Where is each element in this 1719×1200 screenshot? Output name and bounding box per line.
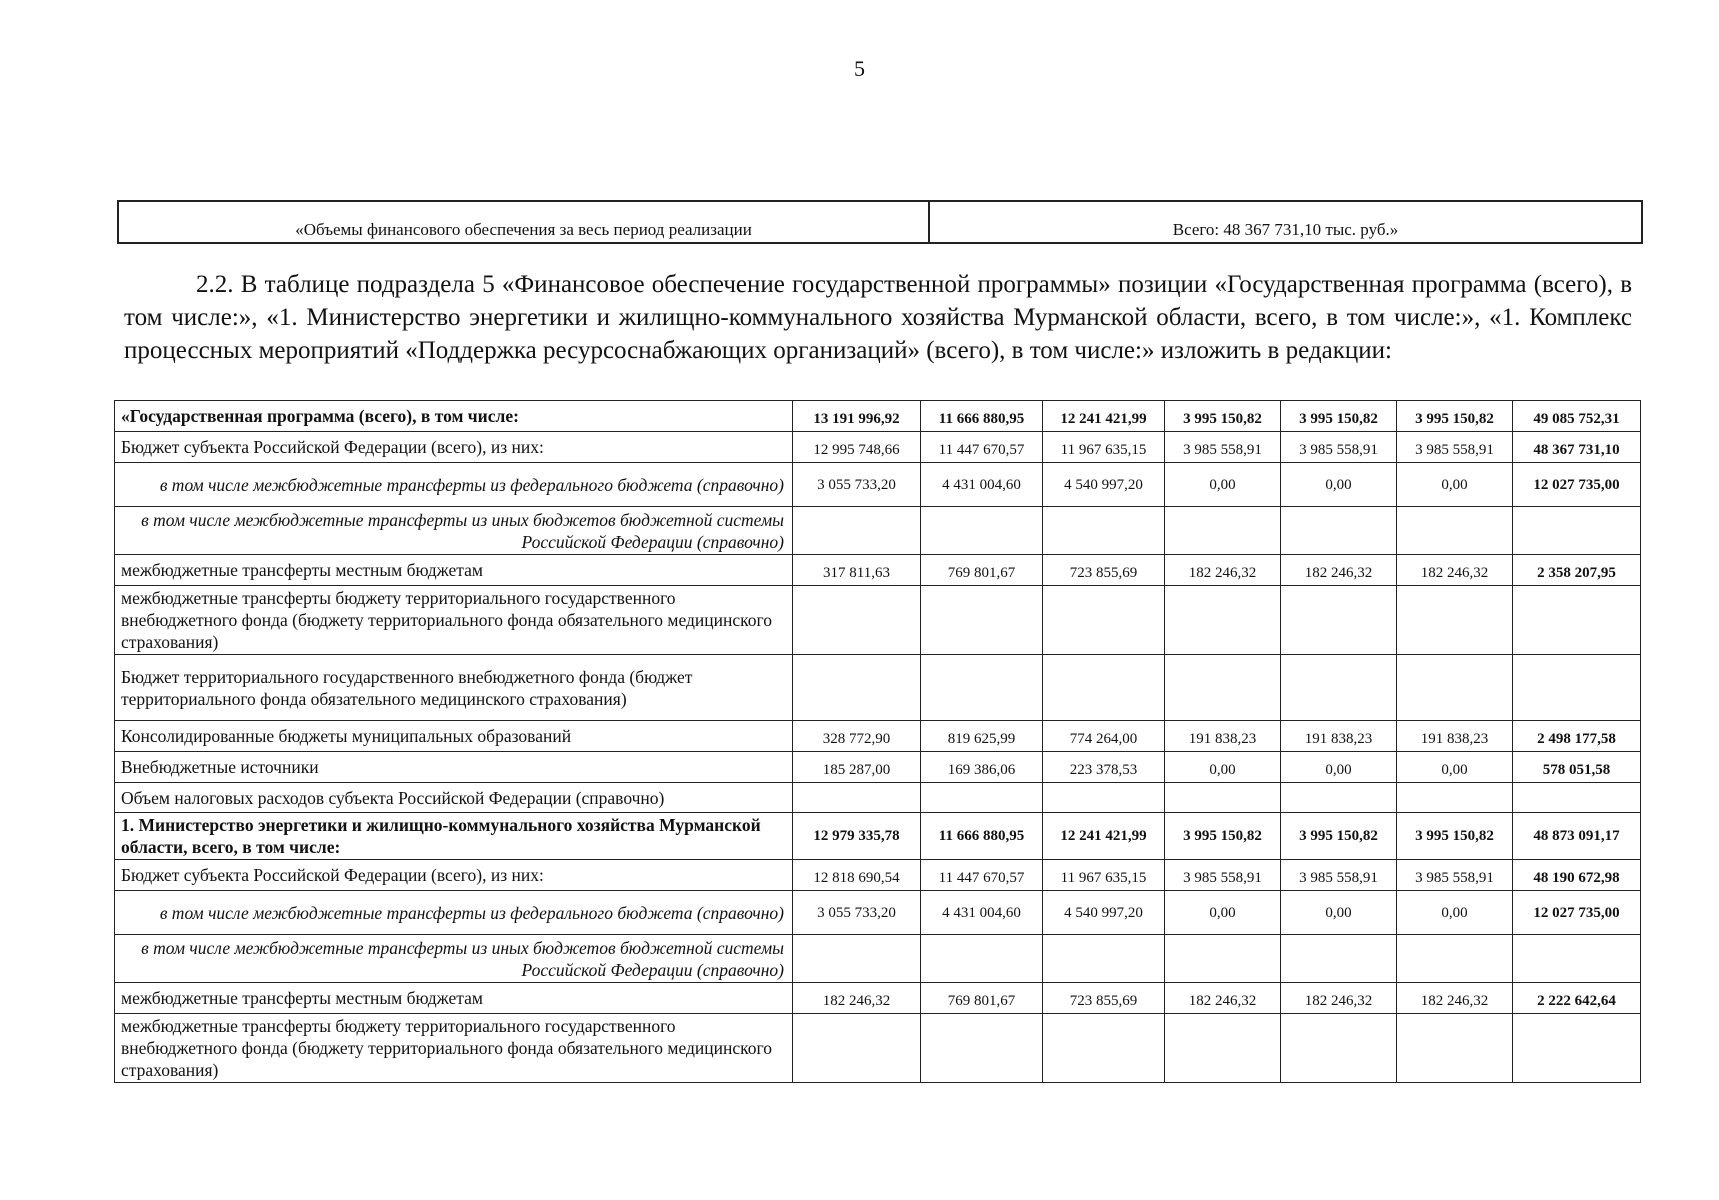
table-row [115,721,1641,752]
year-value-cell [1281,783,1397,813]
year-value-cell [1397,655,1513,721]
table-row [115,860,1641,891]
year-value-cell: 182 246,32 [1165,983,1281,1014]
row-label: Внебюджетные источники [115,752,793,783]
year-value-cell: 328 772,90 [793,721,921,752]
table-row [115,507,1641,555]
row-label: в том числе межбюджетные трансферты из иных бюджетов бюджетной системы Российской Федерации (справочно) [115,507,793,555]
year-value-cell: 191 838,23 [1397,721,1513,752]
year-value-cell: 3 055 733,20 [793,463,921,507]
year-value-cell [921,507,1043,555]
row-total-cell [1513,655,1641,721]
year-value-cell: 4 540 997,20 [1043,891,1165,935]
row-label: в том числе межбюджетные трансферты из иных бюджетов бюджетной системы Российской Федерации (справочно) [115,935,793,983]
row-total-cell: 49 085 752,31 [1513,401,1641,432]
year-value-cell: 4 431 004,60 [921,891,1043,935]
year-value-cell: 13 191 996,92 [793,401,921,432]
year-value-cell: 12 995 748,66 [793,432,921,463]
year-value-cell: 0,00 [1397,891,1513,935]
year-value-cell: 182 246,32 [1281,555,1397,586]
year-value-cell [921,586,1043,655]
financing-table [114,400,1641,1083]
year-value-cell [1043,586,1165,655]
year-value-cell: 769 801,67 [921,555,1043,586]
year-value-cell: 3 985 558,91 [1281,432,1397,463]
row-total-cell: 12 027 735,00 [1513,463,1641,507]
year-value-cell: 0,00 [1397,752,1513,783]
year-value-cell: 223 378,53 [1043,752,1165,783]
year-value-cell: 182 246,32 [1397,555,1513,586]
year-value-cell: 11 666 880,95 [921,401,1043,432]
financing-summary-row [118,201,1642,243]
row-label: Бюджет субъекта Российской Федерации (всего), из них: [115,432,793,463]
year-value-cell: 0,00 [1281,463,1397,507]
year-value-cell [921,935,1043,983]
year-value-cell [1281,935,1397,983]
row-label: Бюджет территориального государственного внебюджетного фонда (бюджет территориального фонда обязательного медицинского страхования) [115,655,793,721]
table-row [115,463,1641,507]
row-label: в том числе межбюджетные трансферты из федерального бюджета (справочно) [115,891,793,935]
year-value-cell: 11 666 880,95 [921,813,1043,860]
year-value-cell: 0,00 [1281,752,1397,783]
year-value-cell: 182 246,32 [1397,983,1513,1014]
table-row [115,555,1641,586]
year-value-cell: 3 995 150,82 [1165,813,1281,860]
page-number: 5 [854,56,865,81]
year-value-cell: 3 055 733,20 [793,891,921,935]
year-value-cell [1281,586,1397,655]
year-value-cell [793,655,921,721]
row-label: 1. Министерство энергетики и жилищно-коммунального хозяйства Мурманской области, всего, в том числе: [115,813,793,860]
year-value-cell: 185 287,00 [793,752,921,783]
year-value-cell: 0,00 [1165,463,1281,507]
year-value-cell [1043,507,1165,555]
year-value-cell: 723 855,69 [1043,555,1165,586]
financing-table-body [115,401,1641,1083]
year-value-cell: 774 264,00 [1043,721,1165,752]
year-value-cell [1165,655,1281,721]
year-value-cell: 723 855,69 [1043,983,1165,1014]
year-value-cell [793,586,921,655]
year-value-cell [1043,1014,1165,1083]
year-value-cell: 11 447 670,57 [921,860,1043,891]
row-label: Объем налоговых расходов субъекта Российской Федерации (справочно) [115,783,793,813]
row-label: Бюджет субъекта Российской Федерации (всего), из них: [115,860,793,891]
year-value-cell: 11 967 635,15 [1043,860,1165,891]
financing-summary-total: Всего: 48 367 731,10 тыс. руб.» [929,201,1642,243]
year-value-cell [1165,1014,1281,1083]
financing-summary-label: «Объемы финансового обеспечения за весь период реализации [118,201,929,243]
year-value-cell: 0,00 [1397,463,1513,507]
year-value-cell: 819 625,99 [921,721,1043,752]
year-value-cell: 12 818 690,54 [793,860,921,891]
year-value-cell: 0,00 [1281,891,1397,935]
year-value-cell [1165,935,1281,983]
year-value-cell [1397,783,1513,813]
year-value-cell: 182 246,32 [1281,983,1397,1014]
year-value-cell: 3 985 558,91 [1165,432,1281,463]
row-total-cell: 578 051,58 [1513,752,1641,783]
year-value-cell: 769 801,67 [921,983,1043,1014]
row-total-cell [1513,1014,1641,1083]
table-row [115,586,1641,655]
row-label: межбюджетные трансферты местным бюджетам [115,555,793,586]
row-total-cell [1513,586,1641,655]
year-value-cell: 11 447 670,57 [921,432,1043,463]
year-value-cell: 3 985 558,91 [1281,860,1397,891]
row-total-cell: 2 222 642,64 [1513,983,1641,1014]
year-value-cell: 0,00 [1165,891,1281,935]
table-row [115,432,1641,463]
year-value-cell: 3 995 150,82 [1281,401,1397,432]
table-row [115,752,1641,783]
row-total-cell: 2 358 207,95 [1513,555,1641,586]
row-total-cell: 48 873 091,17 [1513,813,1641,860]
year-value-cell: 3 985 558,91 [1397,860,1513,891]
row-total-cell [1513,507,1641,555]
year-value-cell [1165,507,1281,555]
table-row [115,983,1641,1014]
table-row [115,401,1641,432]
row-total-cell: 2 498 177,58 [1513,721,1641,752]
year-value-cell [1281,507,1397,555]
row-label: межбюджетные трансферты бюджету территориального государственного внебюджетного фонда (бюджету территориального фонда обязательного медицинского страхования) [115,586,793,655]
year-value-cell [793,507,921,555]
row-label: в том числе межбюджетные трансферты из федерального бюджета (справочно) [115,463,793,507]
year-value-cell: 3 995 150,82 [1165,401,1281,432]
year-value-cell [1397,507,1513,555]
year-value-cell: 3 985 558,91 [1165,860,1281,891]
year-value-cell [793,783,921,813]
year-value-cell: 191 838,23 [1281,721,1397,752]
year-value-cell: 3 995 150,82 [1397,813,1513,860]
year-value-cell: 12 979 335,78 [793,813,921,860]
row-total-cell [1513,783,1641,813]
table-row [115,783,1641,813]
year-value-cell: 182 246,32 [793,983,921,1014]
year-value-cell: 0,00 [1165,752,1281,783]
row-total-cell: 48 367 731,10 [1513,432,1641,463]
year-value-cell [1043,655,1165,721]
row-total-cell: 48 190 672,98 [1513,860,1641,891]
year-value-cell [1281,1014,1397,1083]
year-value-cell: 3 995 150,82 [1281,813,1397,860]
financing-summary-table [117,200,1643,244]
year-value-cell: 3 995 150,82 [1397,401,1513,432]
year-value-cell [1281,655,1397,721]
table-row [115,1014,1641,1083]
year-value-cell [921,1014,1043,1083]
year-value-cell: 3 985 558,91 [1397,432,1513,463]
year-value-cell: 4 431 004,60 [921,463,1043,507]
amendment-paragraph: 2.2. В таблице подраздела 5 «Финансовое обеспечение государственной программы» позиции «Государственная программа (всего), в том числе:», «1. Министерство энергетики и жилищно-коммунального хозяйства Мурманской области, всего, в том числе:», «1. Комплекс процессных мероприятий «Поддержка ресурсоснабжающих организаций» (всего), в том числе:» изложить в редакции: [124,271,1632,364]
year-value-cell [1397,935,1513,983]
year-value-cell [921,655,1043,721]
year-value-cell: 191 838,23 [1165,721,1281,752]
year-value-cell [793,1014,921,1083]
row-total-cell: 12 027 735,00 [1513,891,1641,935]
year-value-cell [1397,586,1513,655]
table-row [115,655,1641,721]
year-value-cell: 317 811,63 [793,555,921,586]
year-value-cell [1043,935,1165,983]
year-value-cell: 12 241 421,99 [1043,401,1165,432]
year-value-cell: 4 540 997,20 [1043,463,1165,507]
year-value-cell [793,935,921,983]
year-value-cell: 11 967 635,15 [1043,432,1165,463]
table-row [115,935,1641,983]
table-row [115,813,1641,860]
row-label: Консолидированные бюджеты муниципальных образований [115,721,793,752]
year-value-cell: 182 246,32 [1165,555,1281,586]
year-value-cell [921,783,1043,813]
row-label: межбюджетные трансферты бюджету территориального государственного внебюджетного фонда (бюджету территориального фонда обязательного медицинского страхования) [115,1014,793,1083]
table-row [115,891,1641,935]
year-value-cell [1043,783,1165,813]
year-value-cell [1165,586,1281,655]
year-value-cell: 169 386,06 [921,752,1043,783]
row-label: межбюджетные трансферты местным бюджетам [115,983,793,1014]
row-label: «Государственная программа (всего), в том числе: [115,401,793,432]
year-value-cell: 12 241 421,99 [1043,813,1165,860]
row-total-cell [1513,935,1641,983]
year-value-cell [1165,783,1281,813]
year-value-cell [1397,1014,1513,1083]
